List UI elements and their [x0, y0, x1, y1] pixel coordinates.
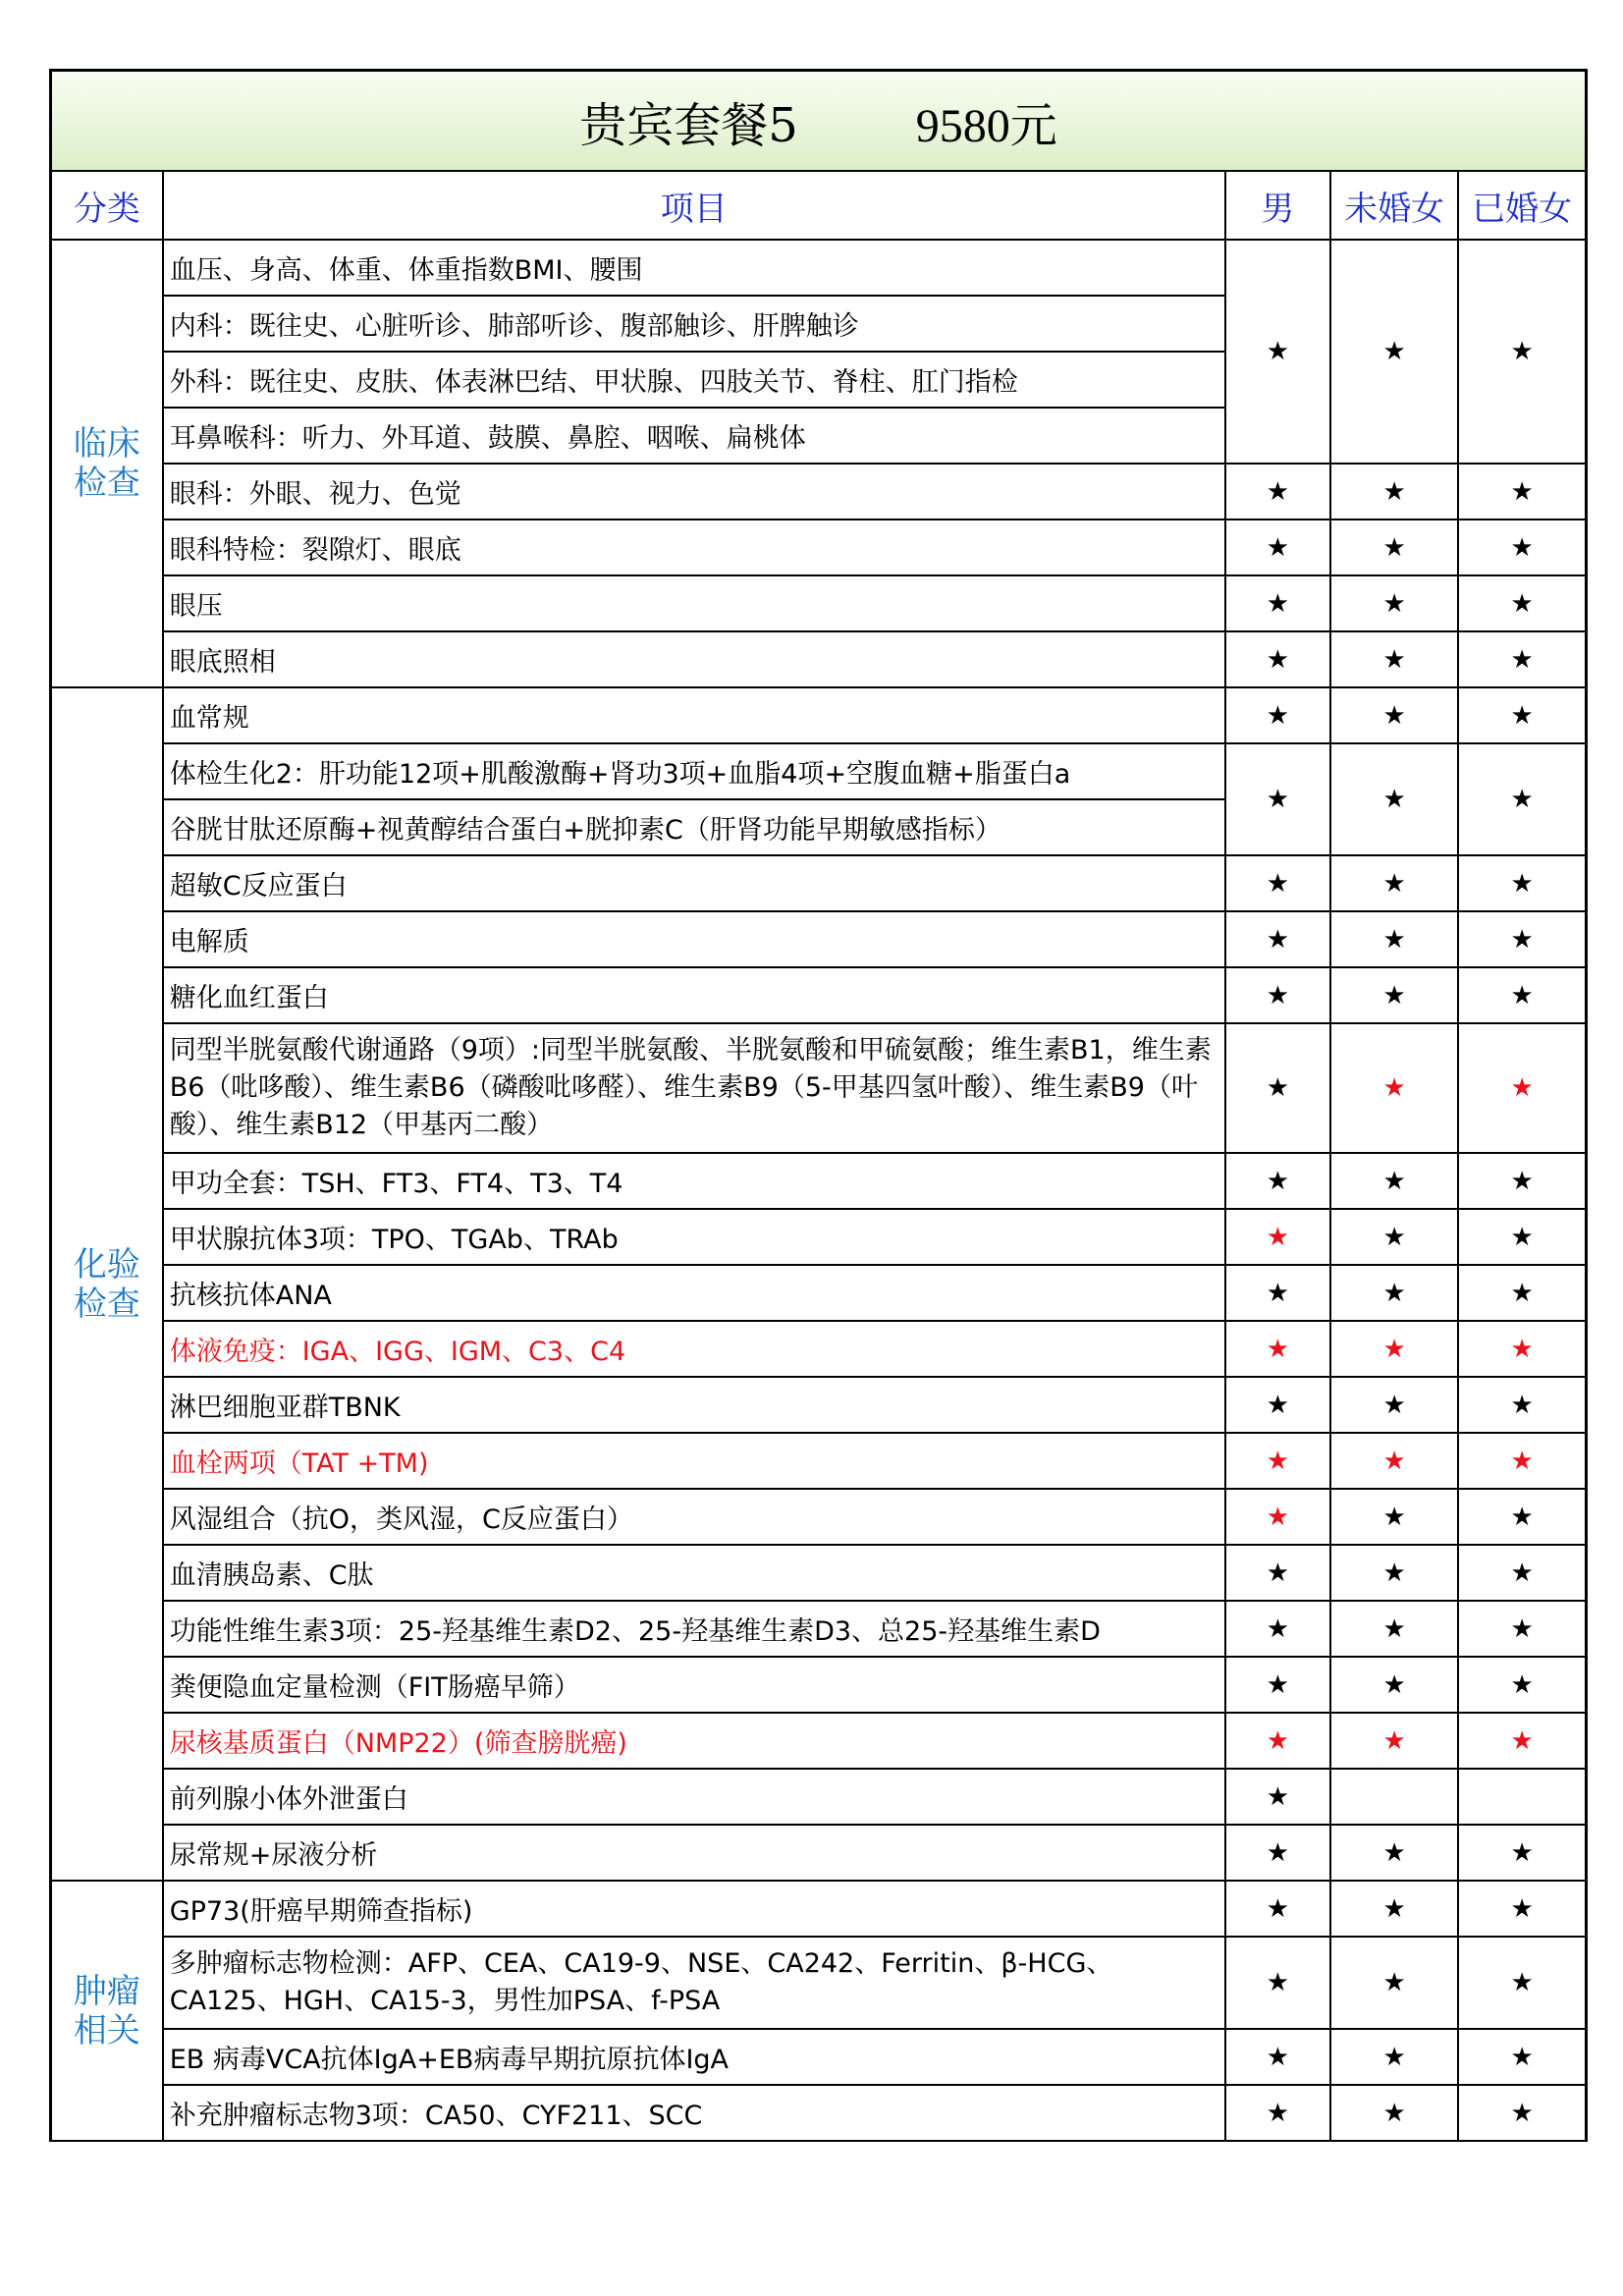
- married-mark: ★: [1458, 855, 1586, 911]
- male-mark: ★: [1225, 1601, 1330, 1657]
- table-row: [51, 911, 1587, 967]
- married-mark: ★: [1458, 1657, 1586, 1713]
- header-category: 分类: [51, 171, 163, 240]
- item-cell: 超敏C反应蛋白: [163, 855, 1225, 911]
- married-mark: ★: [1458, 240, 1586, 464]
- item-cell: 抗核抗体ANA: [163, 1265, 1225, 1321]
- married-mark: ★: [1458, 1601, 1586, 1657]
- item-cell: 糖化血红蛋白: [163, 967, 1225, 1023]
- header-row: [51, 171, 1587, 240]
- unmarried-mark: ★: [1330, 1153, 1458, 1209]
- table-row: [51, 855, 1587, 911]
- table-row: [51, 1769, 1587, 1825]
- married-mark: ★: [1458, 687, 1586, 743]
- male-mark: ★: [1225, 1433, 1330, 1489]
- male-mark: ★: [1225, 464, 1330, 519]
- male-mark: ★: [1225, 743, 1330, 855]
- header-male: 男: [1225, 171, 1330, 240]
- unmarried-mark: ★: [1330, 2029, 1458, 2085]
- table-row: [51, 1713, 1587, 1769]
- unmarried-mark: [1330, 1769, 1458, 1825]
- item-cell: 血常规: [163, 687, 1225, 743]
- table-row: [51, 519, 1587, 575]
- male-mark: ★: [1225, 1825, 1330, 1881]
- male-mark: ★: [1225, 1937, 1330, 2029]
- package-price: 9580元: [915, 99, 1057, 152]
- item-cell: 风湿组合（抗O，类风湿，C反应蛋白）: [163, 1489, 1225, 1545]
- married-mark: ★: [1458, 967, 1586, 1023]
- item-cell: 眼压: [163, 575, 1225, 631]
- married-mark: ★: [1458, 1153, 1586, 1209]
- married-mark: ★: [1458, 1377, 1586, 1433]
- unmarried-mark: ★: [1330, 240, 1458, 464]
- category-label: 化验: [73, 1244, 140, 1285]
- male-mark: ★: [1225, 1265, 1330, 1321]
- unmarried-mark: ★: [1330, 1713, 1458, 1769]
- male-mark: ★: [1225, 855, 1330, 911]
- item-cell: 功能性维生素3项：25-羟基维生素D2、25-羟基维生素D3、总25-羟基维生素D: [163, 1601, 1225, 1657]
- married-mark: ★: [1458, 1321, 1586, 1377]
- male-mark: ★: [1225, 1209, 1330, 1265]
- item-cell: 血清胰岛素、C肽: [163, 1545, 1225, 1601]
- male-mark: ★: [1225, 1489, 1330, 1545]
- unmarried-mark: ★: [1330, 1209, 1458, 1265]
- header-married-female: 已婚女: [1458, 171, 1586, 240]
- unmarried-mark: ★: [1330, 911, 1458, 967]
- item-cell: EB 病毒VCA抗体IgA+EB病毒早期抗原抗体IgA: [163, 2029, 1225, 2085]
- item-cell: 粪便隐血定量检测（FIT肠癌早筛）: [163, 1657, 1225, 1713]
- male-mark: ★: [1225, 1377, 1330, 1433]
- male-mark: ★: [1225, 1713, 1330, 1769]
- item-cell: 甲功全套：TSH、FT3、FT4、T3、T4: [163, 1153, 1225, 1209]
- married-mark: ★: [1458, 911, 1586, 967]
- male-mark: ★: [1225, 519, 1330, 575]
- unmarried-mark: ★: [1330, 1265, 1458, 1321]
- table-row: [51, 1881, 1587, 1937]
- married-mark: ★: [1458, 519, 1586, 575]
- table-row: [51, 1321, 1587, 1377]
- category-cell: [51, 1881, 163, 2141]
- category-cell: [51, 687, 163, 1881]
- male-mark: ★: [1225, 911, 1330, 967]
- item-cell: 眼底照相: [163, 631, 1225, 687]
- item-cell: 外科：既往史、皮肤、体表淋巴结、甲状腺、四肢关节、脊柱、肛门指检: [163, 352, 1225, 408]
- item-cell: 眼科特检：裂隙灯、眼底: [163, 519, 1225, 575]
- male-mark: ★: [1225, 1153, 1330, 1209]
- married-mark: ★: [1458, 2085, 1586, 2141]
- package-name: 贵宾套餐5: [579, 97, 798, 153]
- package-sheet: [49, 69, 1588, 2142]
- male-mark: ★: [1225, 631, 1330, 687]
- married-mark: ★: [1458, 743, 1586, 855]
- unmarried-mark: ★: [1330, 1321, 1458, 1377]
- unmarried-mark: ★: [1330, 2085, 1458, 2141]
- married-mark: ★: [1458, 1825, 1586, 1881]
- item-cell: 眼科：外眼、视力、色觉: [163, 464, 1225, 519]
- title-bar: [49, 69, 1588, 170]
- male-mark: ★: [1225, 1321, 1330, 1377]
- male-mark: ★: [1225, 240, 1330, 464]
- item-cell: 尿常规+尿液分析: [163, 1825, 1225, 1881]
- table-body: [51, 240, 1587, 2141]
- unmarried-mark: ★: [1330, 519, 1458, 575]
- male-mark: ★: [1225, 1881, 1330, 1937]
- married-mark: ★: [1458, 1023, 1586, 1153]
- unmarried-mark: ★: [1330, 743, 1458, 855]
- item-cell: 淋巴细胞亚群TBNK: [163, 1377, 1225, 1433]
- married-mark: ★: [1458, 1713, 1586, 1769]
- unmarried-mark: ★: [1330, 1657, 1458, 1713]
- item-cell: 尿核基质蛋白（NMP22）(筛查膀胱癌): [163, 1713, 1225, 1769]
- unmarried-mark: ★: [1330, 1825, 1458, 1881]
- category-label: 肿瘤: [73, 1971, 140, 2011]
- male-mark: ★: [1225, 1769, 1330, 1825]
- category-label: 检查: [73, 464, 140, 503]
- unmarried-mark: ★: [1330, 464, 1458, 519]
- item-cell: 血压、身高、体重、体重指数BMI、腰围: [163, 240, 1225, 296]
- table-row: [51, 2029, 1587, 2085]
- married-mark: ★: [1458, 1209, 1586, 1265]
- male-mark: ★: [1225, 575, 1330, 631]
- table-row: [51, 1153, 1587, 1209]
- item-cell: 谷胱甘肽还原酶+视黄醇结合蛋白+胱抑素C（肝肾功能早期敏感指标）: [163, 799, 1225, 855]
- item-cell: 体液免疫：IGA、IGG、IGM、C3、C4: [163, 1321, 1225, 1377]
- category-label: 临床: [73, 424, 140, 464]
- item-cell: 多肿瘤标志物检测：AFP、CEA、CA19-9、NSE、CA242、Ferritin、β-HCG、CA125、HGH、CA15-3，男性加PSA、f-PSA: [163, 1937, 1225, 2029]
- unmarried-mark: ★: [1330, 1601, 1458, 1657]
- married-mark: ★: [1458, 2029, 1586, 2085]
- unmarried-mark: ★: [1330, 1937, 1458, 2029]
- table-row: [51, 2085, 1587, 2141]
- header-unmarried-female: 未婚女: [1330, 171, 1458, 240]
- table-row: [51, 1657, 1587, 1713]
- table-row: [51, 575, 1587, 631]
- table-row: [51, 967, 1587, 1023]
- male-mark: ★: [1225, 687, 1330, 743]
- unmarried-mark: ★: [1330, 1377, 1458, 1433]
- married-mark: ★: [1458, 1881, 1586, 1937]
- items-table: [49, 170, 1588, 2142]
- table-row: [51, 1937, 1587, 2029]
- table-row: [51, 1209, 1587, 1265]
- married-mark: ★: [1458, 1265, 1586, 1321]
- item-cell: GP73(肝癌早期筛查指标): [163, 1881, 1225, 1937]
- male-mark: ★: [1225, 2085, 1330, 2141]
- unmarried-mark: ★: [1330, 967, 1458, 1023]
- male-mark: ★: [1225, 1545, 1330, 1601]
- table-row: [51, 1601, 1587, 1657]
- table-row: [51, 631, 1587, 687]
- married-mark: ★: [1458, 631, 1586, 687]
- table-row: [51, 743, 1587, 799]
- item-cell: 同型半胱氨酸代谢通路（9项）:同型半胱氨酸、半胱氨酸和甲硫氨酸；维生素B1，维生素B6（吡哆酸）、维生素B6（磷酸吡哆醛）、维生素B9（5-甲基四氢叶酸）、维生素B9（叶酸）、维生素B12（甲基丙二酸）: [163, 1023, 1225, 1153]
- item-cell: 前列腺小体外泄蛋白: [163, 1769, 1225, 1825]
- male-mark: ★: [1225, 1657, 1330, 1713]
- table-row: [51, 1545, 1587, 1601]
- married-mark: ★: [1458, 575, 1586, 631]
- category-cell: [51, 240, 163, 687]
- item-cell: 甲状腺抗体3项：TPO、TGAb、TRAb: [163, 1209, 1225, 1265]
- item-cell: 内科：既往史、心脏听诊、肺部听诊、腹部触诊、肝脾触诊: [163, 296, 1225, 352]
- item-cell: 补充肿瘤标志物3项：CA50、CYF211、SCC: [163, 2085, 1225, 2141]
- male-mark: ★: [1225, 967, 1330, 1023]
- male-mark: ★: [1225, 2029, 1330, 2085]
- item-cell: 体检生化2：肝功能12项+肌酸激酶+肾功3项+血脂4项+空腹血糖+脂蛋白a: [163, 743, 1225, 799]
- table-row: [51, 1377, 1587, 1433]
- category-label: 检查: [73, 1284, 140, 1324]
- unmarried-mark: ★: [1330, 1433, 1458, 1489]
- table-row: [51, 1433, 1587, 1489]
- unmarried-mark: ★: [1330, 855, 1458, 911]
- table-row: [51, 1023, 1587, 1153]
- unmarried-mark: ★: [1330, 1545, 1458, 1601]
- item-cell: 耳鼻喉科：听力、外耳道、鼓膜、鼻腔、咽喉、扁桃体: [163, 408, 1225, 464]
- table-row: [51, 240, 1587, 296]
- unmarried-mark: ★: [1330, 1881, 1458, 1937]
- married-mark: [1458, 1769, 1586, 1825]
- item-cell: 电解质: [163, 911, 1225, 967]
- table-row: [51, 1265, 1587, 1321]
- unmarried-mark: ★: [1330, 1489, 1458, 1545]
- married-mark: ★: [1458, 1937, 1586, 2029]
- married-mark: ★: [1458, 1433, 1586, 1489]
- unmarried-mark: ★: [1330, 575, 1458, 631]
- unmarried-mark: ★: [1330, 631, 1458, 687]
- item-cell: 血栓两项（TAT +TM): [163, 1433, 1225, 1489]
- male-mark: ★: [1225, 1023, 1330, 1153]
- married-mark: ★: [1458, 464, 1586, 519]
- married-mark: ★: [1458, 1489, 1586, 1545]
- table-row: [51, 687, 1587, 743]
- table-row: [51, 1489, 1587, 1545]
- table-row: [51, 1825, 1587, 1881]
- category-label: 相关: [73, 2010, 140, 2050]
- unmarried-mark: ★: [1330, 1023, 1458, 1153]
- header-item: 项目: [163, 171, 1225, 240]
- table-row: [51, 464, 1587, 519]
- unmarried-mark: ★: [1330, 687, 1458, 743]
- married-mark: ★: [1458, 1545, 1586, 1601]
